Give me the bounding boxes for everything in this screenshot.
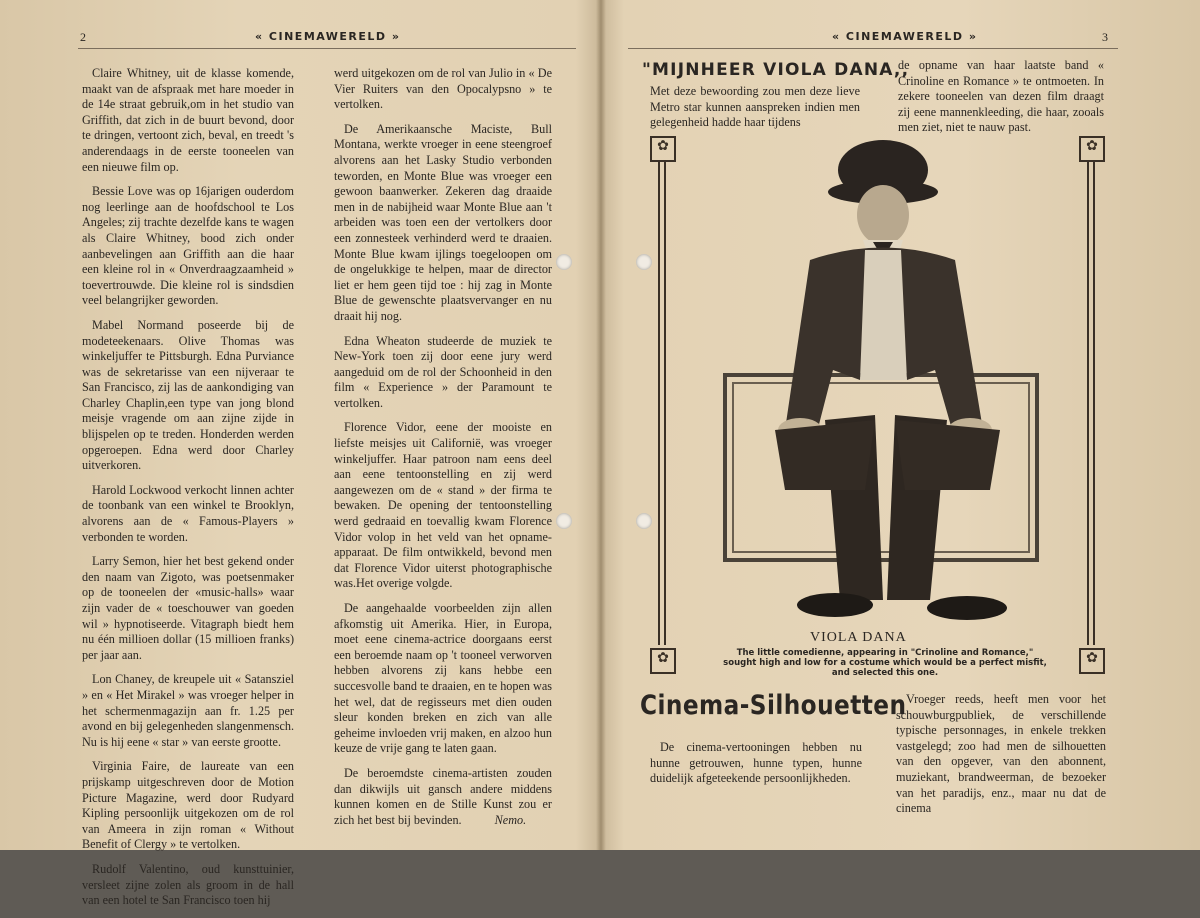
frame-post-left-inner bbox=[664, 162, 666, 645]
frame-post-right-inner bbox=[1093, 162, 1095, 645]
paragraph: Edna Wheaton studeerde de muziek te New-York toen zij door eene jury werd aangeduid om de rol der Schoonheid in den film « Experience » der Paramount te vertolken. bbox=[334, 333, 552, 410]
paragraph: Claire Whitney, uit de klasse komende, maakt van de afspraak met hare moeder in de 14e straat gebruik,om in het studio van Griffith, dat zich in de buurt bevond, door te dringen, vertoont zich, beval, en treedt 's anderendaags in de eerste tooneelen van een nieuwe film op. bbox=[82, 66, 294, 174]
article-column-1 bbox=[82, 66, 294, 918]
paragraph: Rudolf Valentino, oud kunsttuinier, versleet zijne zolen als groom in de hall van een hotel te San Francisco toen hij bbox=[82, 861, 294, 908]
article-column-2 bbox=[334, 66, 552, 837]
header-rule-left bbox=[78, 48, 576, 49]
page-number-left: 2 bbox=[80, 30, 86, 44]
paragraph-text: De beroemdste cinema-artisten zouden dan dikwijls uit gansch andere middens kunnen komen en de Stille Kunst zou er zich het best bij bevinden. bbox=[334, 765, 552, 827]
section-column-left: De cinema-vertooningen hebben nu hunne getrouwen, hunne typen, hunne duidelijk afgeteekende persoonlijkheden. bbox=[650, 740, 862, 786]
punch-hole bbox=[556, 254, 572, 270]
paragraph: werd uitgekozen om de rol van Julio in « De Vier Ruiters van den Opocalypsno » te vertolken. bbox=[334, 66, 552, 112]
left-page bbox=[0, 0, 600, 908]
ornament-icon: ✿ bbox=[650, 648, 676, 674]
page-number-right: 3 bbox=[1102, 30, 1108, 44]
paragraph: De Amerikaansche Maciste, Bull Montana, werkte vroeger in eene steengroef alvorens aan het Lasky Studio verbonden teworden, en Monte Blue was vroeger een gewoon baanwerker. Zekeren dag draaide men in de nabijheid waar Monte Blue aan 't arbeiden was toen een der vertolkers door een zonnesteek verhinderd werd te draaien. Monte Blue kwam ijlings toegeloopen om de ongelukkige te helpen, maar de director liet er hem geen tijd toe : hij zag in Monte Blue de gewenschte plaatsvervanger en nu draait hij nog. bbox=[334, 121, 552, 323]
author-signature: Nemo. bbox=[494, 812, 527, 827]
paragraph: Lon Chaney, de kreupele uit « Satansziel » en « Het Mirakel » was vroeger helper in het schermenmagazijn aan fr. 1.25 per avond en bij gelegenheden slangenmensch. Nu is hij eene « star » van eerste grootte. bbox=[82, 672, 294, 749]
portrait-photo bbox=[715, 130, 1055, 630]
paragraph: Mabel Normand poseerde bij de modeteekenaars. Olive Thomas was winkeljuffer te Pittsburgh. Edna Purviance was de sekretarisse van een nijveraar te San Francisco, zij las de aankondiging van Charley Chaplin,een type van jong blond meisje vragende om aan zijne zijde in blijspelen op te treden. Honderden werden opgeroepen. Edna werd door Charley uitverkoren. bbox=[82, 317, 294, 473]
ornament-icon: ✿ bbox=[1079, 136, 1105, 162]
paragraph-with-signature bbox=[334, 766, 552, 828]
frame-post-right bbox=[1087, 162, 1089, 645]
article-title: "MIJNHEER VIOLA DANA,, bbox=[642, 60, 910, 80]
punch-hole bbox=[556, 513, 572, 529]
ornament-icon: ✿ bbox=[650, 136, 676, 162]
running-header-left: « CINEMAWERELD » bbox=[255, 30, 401, 43]
paragraph: Harold Lockwood verkocht linnen achter de toonbank van een winkel te Brooklyn, alvorens aan de « Famous-Players » verbonden te worden. bbox=[82, 482, 294, 544]
paragraph: Florence Vidor, eene der mooiste en liefste meisjes uit Californië, was vroeger winkeljuffer. Haar patroon nam eens deel aan eene tentoonstelling en zij werd aangewezen om de « stand » der firma te bewaken. De opening der tentoonstelling werd gedraaid en toevallig kwam Florence Vidor volop in het veld van het opname-apparaat. De film ontwikkeld, bevond men dat Florence Vidor uiterst photographische was.Het overige volgde. bbox=[334, 420, 552, 591]
frame-post-left bbox=[658, 162, 660, 645]
paragraph: De aangehaalde voorbeelden zijn allen afkomstig uit Amerika. Hier, in Europa, moet eene cinema-actrice doorgaans eerst een beroemde naam op 't tooneel verworven hebben alvorens zij kans hebbe een succesvolle band te draaien, en te hopen was het wel, dat de regisseurs met dien ouden sleur konden breken en zich van alle geheime invloeden vrij maken, en alzoo hun keuze de vrije gang te laten gaan. bbox=[334, 601, 552, 756]
paragraph: Virginia Faire, de laureate van een prijskamp uitgeschreven door de Motion Picture Magazine, werd door Rudyard Kipling persoonlijk uitgekozen om de rol van Ameera in zijn roman « Without Benefit of Clergy » te vertolken. bbox=[82, 759, 294, 852]
paragraph: Larry Semon, hier het best gekend onder den naam van Zigoto, was poetsenmaker op de tooneelen der «music-halls» waar zijn vader de « toeschouwer van goeden wil » hypnotiseerde. Vitagraph biedt hem nu één millioen dollar (15 millioen franks) per jaar aan. bbox=[82, 554, 294, 662]
section-column-right: Vroeger reeds, heeft men voor het schouwburgpubliek, de verschillende typische personnages, in enkele trekken vastgelegd; zoo had men de silhouetten van den opgever, van den abonnent, muziekant, brandweerman, de bezoeker van het paradijs, enz., maar nu dat de cinema bbox=[896, 692, 1106, 816]
header-rule-right bbox=[628, 48, 1118, 49]
intro-column-right: de opname van haar laatste band « Crinoline en Romance » te ontmoeten. In zekere tooneelen van dezen film draagt zij eene mannenkleeding, die haar, zooals men ziet, niet te nauw past. bbox=[898, 58, 1104, 135]
intro-column-left: Met deze bewoording zou men deze lieve Metro star kunnen aanspreken indien men gelegenheid hadde haar tijdens bbox=[650, 84, 860, 130]
photo-caption-text: The little comedienne, appearing in "Crinoline and Romance," sought high and low for a costume which would be a perfect misfit, and selected this one. bbox=[723, 648, 1047, 678]
section-heading: Cinema-Silhouetten bbox=[640, 690, 907, 721]
photo-caption-title: VIOLA DANA bbox=[810, 630, 907, 645]
paragraph: Bessie Love was op 16jarigen ouderdom nog leerlinge aan de hoofdschool te Los Angeles; zij trachte dezelfde kans te wagen als Claire Whitney, bood zich onder aanbevelingen aan Griffith aan die haar een kleine rol in « Onverdraagzaamheid » toevertrouwde. Die kleine rol is sindsdien veel belangrijker geworden. bbox=[82, 184, 294, 308]
ornament-icon: ✿ bbox=[1079, 648, 1105, 674]
running-header-right: « CINEMAWERELD » bbox=[832, 30, 978, 43]
